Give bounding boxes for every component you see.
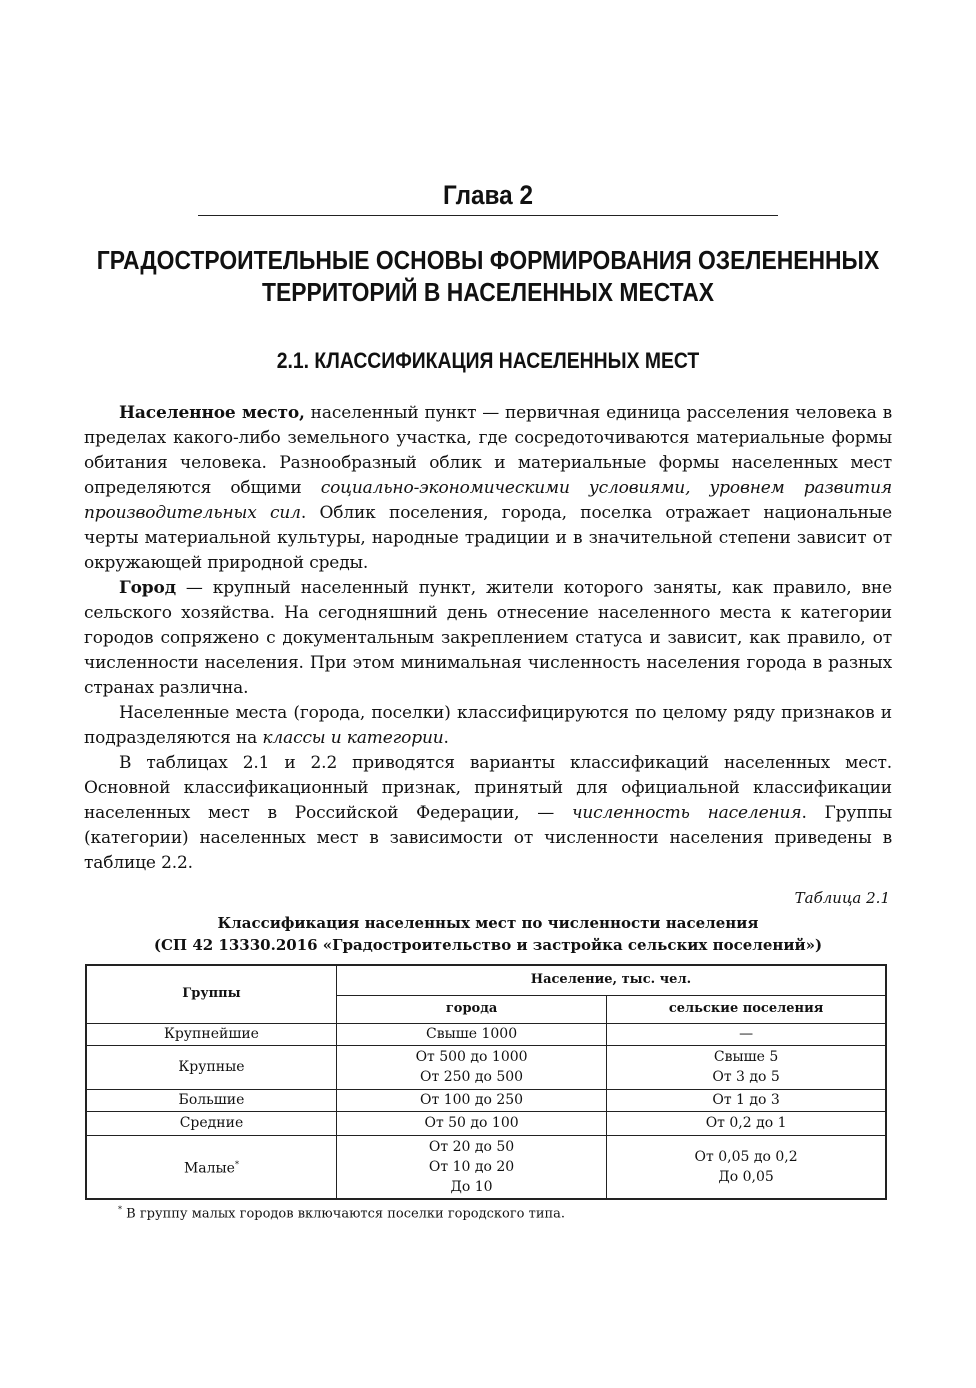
table-label: Таблица 2.1 bbox=[794, 889, 890, 907]
paragraph-1 bbox=[84, 401, 892, 576]
cell-cities bbox=[336, 1111, 606, 1135]
cell-cities bbox=[336, 1023, 606, 1045]
section-heading: 2.1. КЛАССИФИКАЦИЯ НАСЕЛЕННЫХ МЕСТ bbox=[276, 348, 700, 373]
paragraph-4-italic: численность населения bbox=[571, 803, 802, 823]
footnote-ref: * bbox=[234, 1159, 239, 1169]
chapter-heading: Глава 2 bbox=[443, 180, 533, 210]
cell-value: От 1 до 3 bbox=[712, 1092, 780, 1108]
cell-group bbox=[86, 1045, 336, 1089]
cell-rural bbox=[607, 1135, 886, 1199]
cell-cities bbox=[336, 1045, 606, 1089]
cell-group bbox=[86, 1111, 336, 1135]
population-table bbox=[85, 964, 887, 1200]
paragraph-4-text-b: . Группы (категории) населенных мест в зависимости от численности населения приведены в таблице 2.2. bbox=[84, 803, 892, 873]
term-settlement: Населенное место, bbox=[119, 403, 305, 423]
cell-value: От 0,05 до 0,2 bbox=[694, 1148, 798, 1165]
cell-value: До 10 bbox=[450, 1178, 493, 1195]
chapter-title bbox=[59, 244, 918, 308]
group-label: Средние bbox=[179, 1115, 244, 1131]
table-caption bbox=[0, 912, 976, 956]
cell-rural bbox=[607, 1023, 886, 1045]
table-row bbox=[86, 1111, 886, 1135]
header-rural: сельские поселения bbox=[607, 995, 886, 1023]
table-row bbox=[86, 1023, 886, 1045]
cell-value: От 20 до 50 bbox=[428, 1138, 515, 1155]
paragraph-3-text-a: Населенные места (города, поселки) классифицируются по целому ряду признаков и подразделяются на bbox=[84, 703, 892, 748]
table-caption-line-1: Классификация населенных мест по численности населения bbox=[217, 914, 759, 932]
group-label: Крупнейшие bbox=[164, 1026, 259, 1042]
paragraph-4-text-a: В таблицах 2.1 и 2.2 приводятся варианты классификаций населенных мест. Основной классификационный признак, принятый для официальной классификации населенных мест в Российской Федерации, — bbox=[84, 753, 892, 823]
cell-cities bbox=[336, 1135, 606, 1199]
paragraph-3-italic: классы и категории bbox=[262, 728, 444, 748]
cell-value: От 250 до 500 bbox=[420, 1069, 524, 1085]
cell-group bbox=[86, 1089, 336, 1111]
paragraph-4 bbox=[84, 751, 892, 876]
body-text bbox=[84, 401, 892, 876]
footnote-mark: * bbox=[118, 1205, 122, 1214]
paragraph-2 bbox=[84, 576, 892, 701]
table-caption-line-2: (СП 42 13330.2016 «Градостроительство и застройка сельских поселений») bbox=[153, 936, 823, 954]
table-row bbox=[86, 1135, 886, 1199]
cell-value: Свыше 1000 bbox=[426, 1026, 518, 1042]
paragraph-1-italic: социально-экономическими условиями, уровнем развития производительных сил bbox=[84, 478, 892, 523]
header-population: Население, тыс. чел. bbox=[336, 965, 886, 995]
footnote bbox=[118, 1205, 565, 1221]
cell-group bbox=[86, 1023, 336, 1045]
paragraph-1-text-a: населенный пункт — первичная единица расселения человека в пределах какого-либо земельного участка, где сосредоточиваются материальные формы обитания человека. Разнообразный облик и материальные формы населенных мест определяются общими bbox=[84, 403, 893, 498]
paragraph-3-text-b: . bbox=[443, 728, 449, 748]
chapter-title-line-2: ТЕРРИТОРИЙ В НАСЕЛЕННЫХ МЕСТАХ bbox=[261, 277, 715, 307]
paragraph-1-text-b: . Облик поселения, города, поселка отражает национальные черты материальной культуры, народные традиции и в значительной степени зависит от окружающей природной среды. bbox=[84, 503, 892, 573]
cell-rural bbox=[607, 1045, 886, 1089]
footnote-text: В группу малых городов включаются поселки городского типа. bbox=[122, 1206, 566, 1222]
cell-cities bbox=[336, 1089, 606, 1111]
paragraph-2-text: — крупный населенный пункт, жители которого заняты, как правило, вне сельского хозяйства. На сегодняшний день отнесение населенного места к категории городов сопряжено с документальным закреплением статуса и зависит, как правило, от численности населения. При этом минимальная численность населения города в разных странах различна. bbox=[84, 578, 892, 698]
table-row bbox=[86, 1089, 886, 1111]
header-groups: Группы bbox=[86, 965, 336, 1023]
cell-value: От 0,2 до 1 bbox=[705, 1115, 787, 1131]
cell-value: От 3 до 5 bbox=[712, 1069, 780, 1085]
cell-rural bbox=[607, 1089, 886, 1111]
term-city: Город bbox=[119, 578, 176, 598]
group-label: Большие bbox=[178, 1092, 245, 1108]
group-label: Крупные bbox=[178, 1059, 245, 1075]
cell-value: От 100 до 250 bbox=[420, 1092, 524, 1108]
table-row bbox=[86, 1045, 886, 1089]
cell-value: От 10 до 20 bbox=[428, 1158, 515, 1175]
cell-value: Свыше 5 bbox=[713, 1049, 779, 1065]
cell-rural bbox=[607, 1111, 886, 1135]
paragraph-3 bbox=[84, 701, 892, 751]
cell-value: До 0,05 bbox=[718, 1168, 774, 1185]
cell-value: От 500 до 1000 bbox=[415, 1049, 528, 1065]
cell-value: — bbox=[739, 1026, 754, 1042]
header-cities: города bbox=[336, 995, 606, 1023]
cell-value: От 50 до 100 bbox=[424, 1115, 519, 1131]
chapter-rule bbox=[198, 215, 778, 216]
group-label: Малые bbox=[183, 1160, 235, 1177]
chapter-title-line-1: ГРАДОСТРОИТЕЛЬНЫЕ ОСНОВЫ ФОРМИРОВАНИЯ ОЗЕЛЕНЕННЫХ bbox=[96, 245, 880, 275]
cell-group bbox=[86, 1135, 336, 1199]
